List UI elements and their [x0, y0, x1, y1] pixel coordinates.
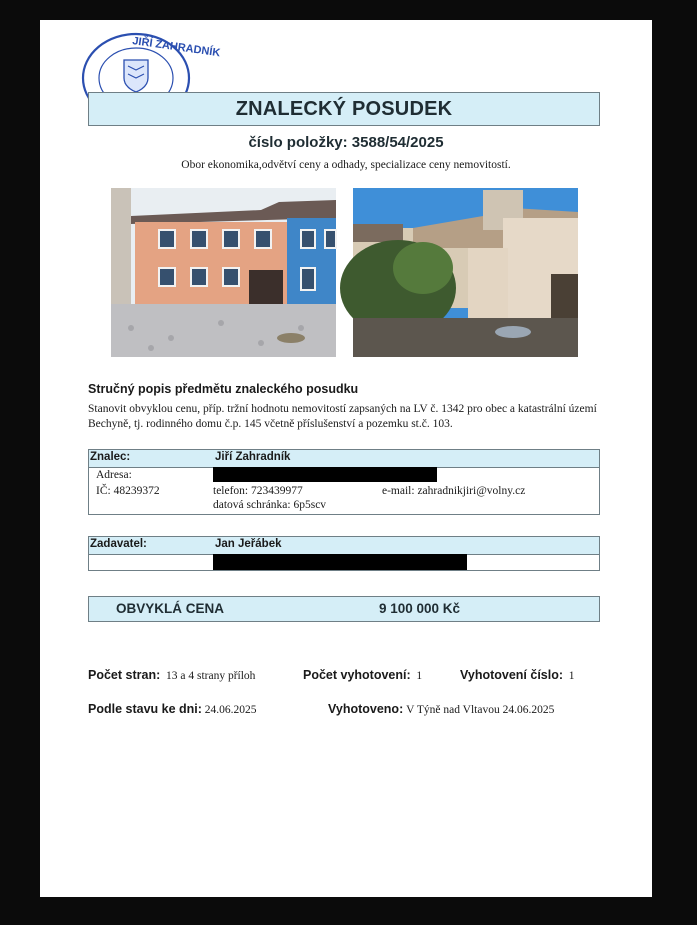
copy-number-label: Vyhotovení číslo:	[460, 668, 564, 682]
state-date-label: Podle stavu ke dni:	[88, 702, 202, 716]
stamp-text-top: JIŘÍ ZAHRADNÍK	[131, 35, 222, 60]
client-name: Jan Jeřábek	[215, 538, 282, 550]
price-label: OBVYKLÁ CENA	[116, 601, 225, 616]
price-box	[88, 596, 600, 622]
state-date-value: 24.06.2025	[204, 704, 257, 716]
expert-phone: telefon: 723439977	[213, 485, 303, 497]
pages-info	[88, 668, 255, 682]
client-header	[89, 537, 599, 555]
copies-value: 1	[416, 670, 423, 682]
redacted-client-address	[213, 554, 467, 570]
made-label: Vyhotoveno:	[328, 702, 404, 716]
summary-heading: Stručný popis předmětu znaleckého posudku	[88, 382, 359, 396]
expert-email: e-mail: zahradnikjiri@volny.cz	[382, 485, 526, 497]
copies-label: Počet vyhotovení:	[303, 668, 411, 682]
copies-info	[303, 668, 422, 682]
expert-table	[88, 449, 600, 515]
copy-number-info	[460, 668, 575, 682]
summary-text: Stanovit obvyklou cenu, příp. tržní hodnotu nemovitostí zapsaných na LV č. 1342 pro obec a katastrální území Bechyně, tj. rodinného domu č.p. 145 včetně příslušenství a pozemku st.č. 103.	[88, 403, 597, 430]
document-title: ZNALECKÝ POSUDEK	[235, 97, 453, 120]
title-box	[88, 92, 600, 126]
document-page	[40, 20, 652, 897]
price-value: 9 100 000 Kč	[379, 601, 461, 616]
house-courtyard-photo	[353, 188, 578, 357]
copy-number-value: 1	[568, 670, 575, 682]
expert-address-label: Adresa:	[96, 469, 132, 481]
expert-ic: IČ: 48239372	[96, 485, 160, 497]
item-number: číslo položky: 3588/54/2025	[248, 134, 444, 151]
house-street-photo	[111, 188, 336, 357]
state-date-info	[88, 702, 257, 716]
made-value: V Týně nad Vltavou 24.06.2025	[406, 704, 555, 716]
client-table	[88, 536, 600, 571]
expert-header	[89, 450, 599, 468]
client-label: Zadavatel:	[90, 538, 147, 550]
expert-label: Znalec:	[90, 451, 131, 463]
expert-databox: datová schránka: 6p5scv	[213, 499, 327, 511]
field-description: Obor ekonomika,odvětví ceny a odhady, specializace ceny nemovitostí.	[181, 159, 511, 171]
redacted-address	[213, 467, 437, 482]
expert-name: Jiří Zahradník	[215, 451, 291, 463]
pages-value: 13 a 4 strany příloh	[166, 670, 256, 682]
pages-label: Počet stran:	[88, 668, 161, 682]
made-info	[328, 702, 554, 716]
